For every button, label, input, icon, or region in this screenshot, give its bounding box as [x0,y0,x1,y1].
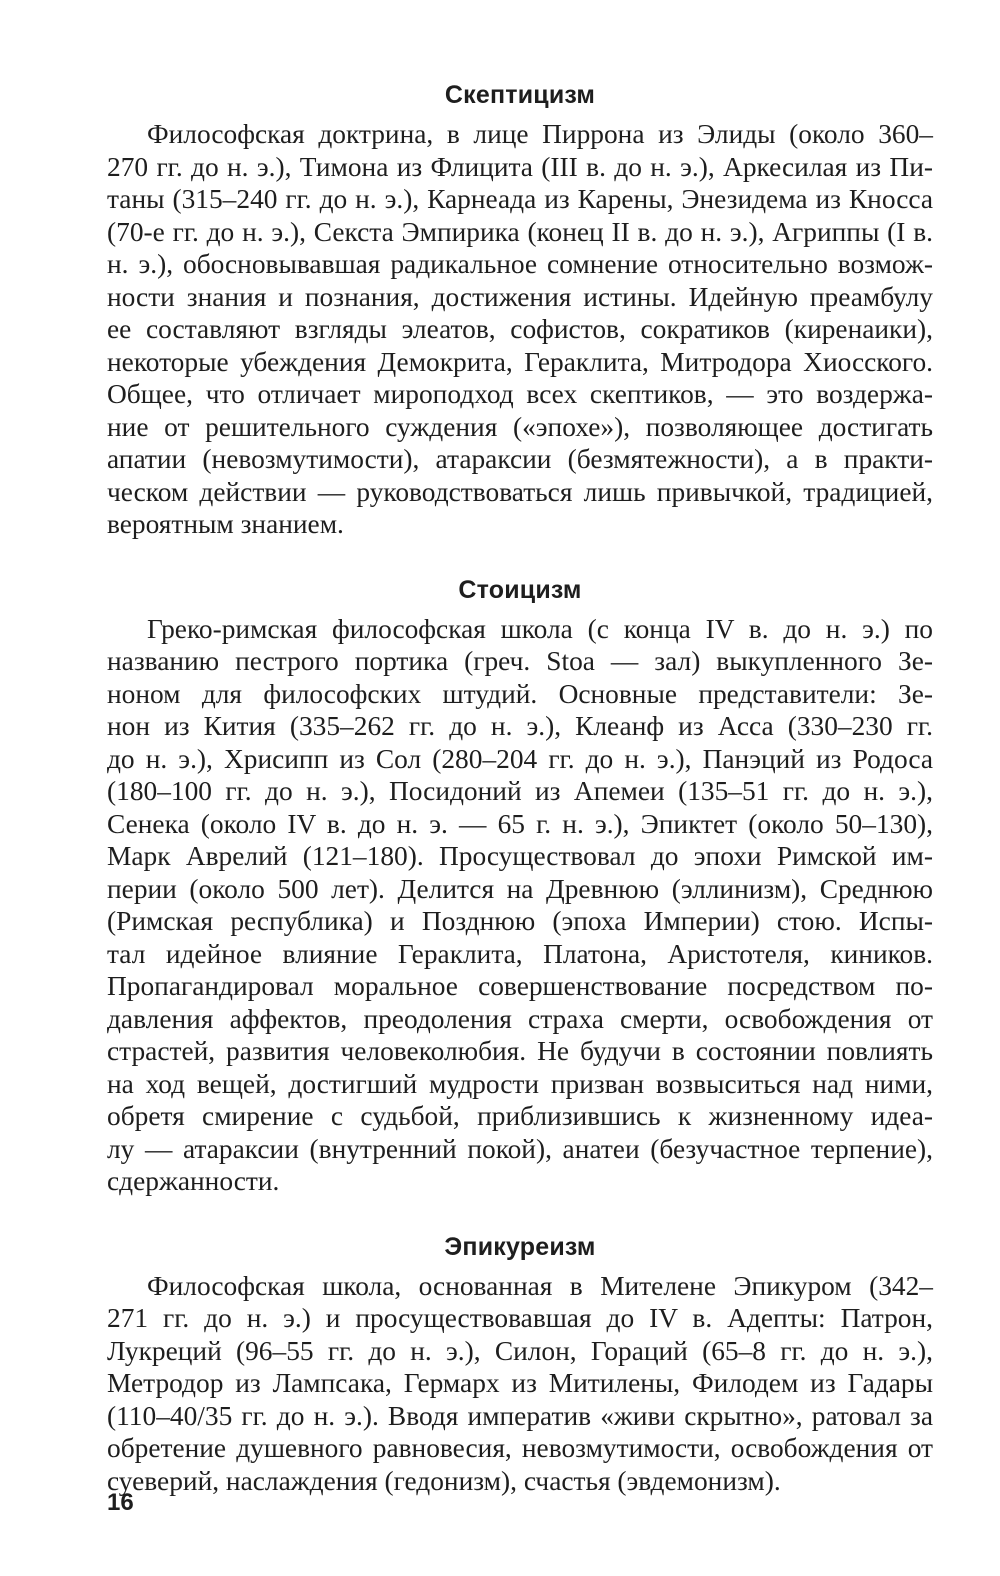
text-line: обретение душевного равновесия, невозмутимости, освобождения от [107,1433,933,1463]
text-line: Марк Аврелий (121–180). Просуществовал до эпохи Римской им- [107,841,933,871]
section-epicureanism [107,1230,933,1498]
text-line: таны (315–240 гг. до н. э.), Карнеада из Карены, Энезидема из Кносса [107,184,933,214]
text-line: апатии (невозмутимости), атараксии (безмятежности), а в практи- [107,444,933,474]
text-line: Лукреций (96–55 гг. до н. э.), Силон, Гораций (65–8 гг. до н. э.), [107,1335,933,1366]
text-line: нон из Кития (335–262 гг. до н. э.), Клеанф из Асса (330–230 гг. [107,711,933,741]
text-line: суеверий, наслаждения (гедонизм), счастья (эвдемонизм). [107,1465,781,1496]
section-body [107,1270,933,1498]
section-body [107,118,933,541]
book-page [107,78,933,1529]
text-line: на ход вещей, достигший мудрости призван возвыситься над ними, [107,1068,933,1099]
text-line: ноном для философских штудий. Основные представители: Зе- [107,678,933,709]
text-line: Греко-римская философская школа (с конца IV в. до н. э.) по [147,613,933,644]
text-line: Общее, что отличает мироподход всех скептиков, — это воздержа- [107,379,933,409]
text-line: Метродор из Лампсака, Гермарх из Митилены, Филодем из Гадары [107,1368,933,1398]
text-line: названию пестрого портика (греч. Stoa — зал) выкупленного Зе- [107,646,933,676]
text-line: страстей, развития человеколюбия. Не будучи в состоянии повлиять [107,1036,933,1066]
text-line: Пропагандировал моральное совершенствование посредством по- [107,971,933,1001]
text-line: тал идейное влияние Гераклита, Платона, Аристотеля, киников. [107,938,933,969]
text-line: 271 гг. до н. э.) и просуществовавшая до IV в. Адепты: Патрон, [107,1303,933,1333]
text-line: ние от решительного суждения («эпохе»), позволяющее достигать [107,411,933,442]
text-line: давления аффектов, преодоления страха смерти, освобождения от [107,1003,933,1034]
text-line: некоторые убеждения Демокрита, Гераклита, Митродора Хиосского. [107,346,933,377]
text-line: вероятным знанием. [107,509,344,539]
text-line: (180–100 гг. до н. э.), Посидоний из Апемеи (135–51 гг. до н. э.), [107,776,933,806]
text-line: 270 гг. до н. э.), Тимона из Флицита (III в. до н. э.), Аркесилая из Пи- [107,151,933,182]
section-title: Скептицизм [444,81,596,109]
text-line: (70-е гг. до н. э.), Секста Эмпирика (конец II в. до н. э.), Агриппы (I в. [107,216,933,247]
section-skepticism [107,78,933,541]
text-line: ее составляют взгляды элеатов, софистов, сократиков (киренаики), [107,314,933,344]
section-stoicism [107,573,933,1198]
text-line: (110–40/35 гг. до н. э.). Вводя императив «живи скрытно», ратовал за [107,1400,933,1431]
text-line: обретя смирение с судьбой, приблизившись к жизненному идеа- [107,1101,933,1131]
text-line: Философская школа, основанная в Мителене Эпикуром (342– [147,1270,933,1301]
text-line: ности знания и познания, достижения истины. Идейную преамбулу [107,281,933,312]
text-line: (Римская республика) и Позднюю (эпоха Империи) стою. Испы- [107,906,933,936]
text-line: ческом действии — руководствоваться лишь привычкой, традицией, [107,476,933,507]
text-line: Философская доктрина, в лице Пиррона из Элиды (около 360– [147,119,933,149]
text-line: до н. э.), Хрисипп из Сол (280–204 гг. до н. э.), Панэций из Родоса [107,743,933,774]
page-number: 16 [107,1489,134,1516]
text-line: Сенека (около IV в. до н. э. — 65 г. н. э.), Эпиктет (около 50–130), [107,808,933,839]
text-line: перии (около 500 лет). Делится на Древнюю (эллинизм), Среднюю [107,873,933,904]
section-title: Эпикуреизм [444,1232,596,1261]
text-line: н. э.), обосновывавшая радикальное сомнение относительно возмож- [107,249,933,279]
section-body [107,613,933,1198]
text-line: лу — атараксии (внутренний покой), анатеи (безучастное терпение), [107,1133,933,1164]
section-title: Стоицизм [458,575,582,604]
text-line: сдержанности. [107,1166,280,1196]
